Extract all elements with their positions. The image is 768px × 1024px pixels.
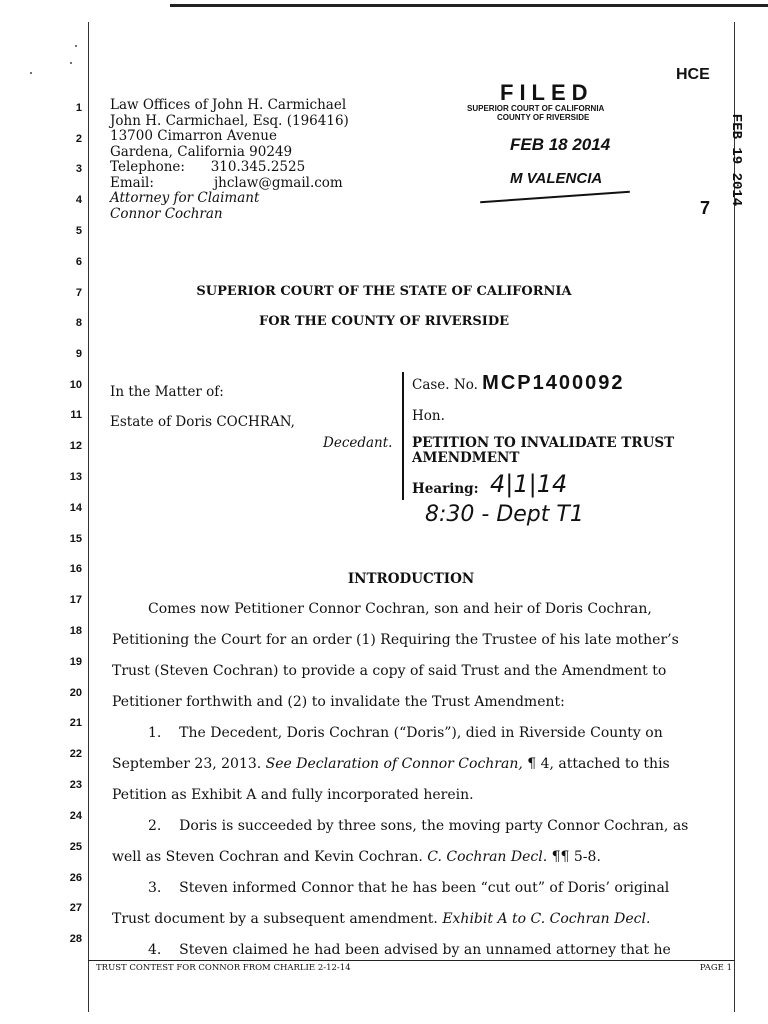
filed-stamp-date: FEB 18 2014	[510, 135, 611, 154]
footer-title: TRUST CONTEST FOR CONNOR FROM CHARLIE 2-12-14	[96, 963, 351, 973]
petition-title: PETITION TO INVALIDATE TRUST AMENDMENT	[412, 435, 675, 466]
body-line: Trust (Steven Cochran) to provide a copy of said Trust and the Amendment to	[112, 663, 667, 679]
stamp-court-name: SUPERIOR COURT OF CALIFORNIA	[467, 104, 605, 113]
line-number: 5	[75, 225, 82, 237]
court-county: FOR THE COUNTY OF RIVERSIDE	[258, 314, 510, 329]
line-number: 6	[75, 256, 82, 268]
attorney-header	[110, 98, 349, 222]
body-line: well as Steven Cochran and Kevin Cochran. C. Cochran Decl. ¶¶ 5-8.	[112, 849, 601, 865]
stamp-underline	[480, 191, 630, 203]
body-line: September 23, 2013. See Declaration of Connor Cochran, ¶ 4, attached to this	[112, 756, 670, 772]
hearing-date-handwritten: 4|1|14	[490, 470, 568, 498]
line-number: 20	[69, 687, 82, 699]
line-number: 13	[69, 471, 82, 483]
caption-left	[110, 377, 295, 437]
introduction-heading: INTRODUCTION	[347, 571, 475, 587]
hearing-label: Hearing:	[412, 481, 479, 497]
line-number: 1	[75, 102, 82, 114]
top-border-line	[170, 4, 768, 7]
caption-decedent: Decedant.	[323, 435, 393, 451]
line-number: 27	[69, 902, 82, 914]
case-number: MCP1400092	[482, 372, 625, 394]
line-number: 11	[70, 409, 82, 421]
line-number: 18	[69, 625, 82, 637]
petition-body	[112, 594, 712, 966]
filed-stamp	[465, 80, 635, 210]
header-line: Email: jhclaw@gmail.com	[110, 174, 343, 191]
filed-stamp-title: FILED	[500, 80, 594, 105]
court-title: SUPERIOR COURT OF THE STATE OF CALIFORNIA	[196, 284, 572, 299]
line-number: 28	[69, 933, 82, 945]
left-margin-rule	[88, 22, 89, 1012]
scan-speck	[70, 62, 72, 64]
footer-rule	[88, 960, 734, 961]
line-number: 26	[69, 872, 82, 884]
attorney-role: Attorney for Claimant	[110, 190, 260, 206]
caption-estate: Estate of Doris COCHRAN,	[110, 414, 295, 430]
body-line: 3. Steven informed Connor that he has been “cut out” of Doris’ original	[148, 880, 670, 896]
body-line: Trust document by a subsequent amendment. Exhibit A to C. Cochran Decl.	[112, 911, 651, 927]
caption-divider	[402, 372, 404, 500]
line-number: 2	[75, 133, 82, 145]
line-number: 24	[69, 810, 82, 822]
line-number: 21	[69, 717, 82, 729]
caption-matter: In the Matter of:	[110, 384, 224, 400]
line-number: 19	[69, 656, 82, 668]
line-number: 9	[75, 348, 82, 360]
hearing-time-handwritten: 8:30 - Dept T1	[425, 502, 584, 527]
line-number: 17	[69, 594, 82, 606]
line-number: 3	[75, 163, 82, 175]
page-number: PAGE 1	[699, 963, 732, 973]
line-number: 4	[75, 194, 82, 206]
hce-mark: HCE	[676, 66, 710, 83]
filed-stamp-court	[467, 104, 604, 122]
body-line: 2. Doris is succeeded by three sons, the moving party Connor Cochran, as	[148, 818, 689, 834]
line-number: 8	[75, 317, 82, 329]
body-line: Petition as Exhibit A and fully incorporated herein.	[112, 787, 474, 803]
header-line: 13700 Cimarron Avenue	[110, 128, 277, 144]
case-number-row	[412, 372, 624, 395]
body-line: Petitioning the Court for an order (1) Requiring the Trustee of his late mother’s	[112, 632, 679, 648]
filed-stamp-clerk: M VALENCIA	[510, 170, 603, 187]
line-number: 14	[69, 502, 82, 514]
body-line: Petitioner forthwith and (2) to invalidate the Trust Amendment:	[112, 694, 565, 710]
line-number: 23	[69, 779, 82, 791]
body-line: Comes now Petitioner Connor Cochran, son and heir of Doris Cochran,	[148, 601, 652, 617]
scan-speck	[75, 45, 77, 47]
header-line: Law Offices of John H. Carmichael	[110, 97, 347, 113]
client-name: Connor Cochran	[110, 205, 223, 222]
line-number: 22	[69, 748, 82, 760]
handwritten-mark: 7	[700, 198, 711, 218]
header-line: John H. Carmichael, Esq. (196416)	[110, 112, 349, 129]
case-number-label: Case. No.	[412, 377, 478, 393]
stamp-county: COUNTY OF RIVERSIDE	[497, 113, 590, 122]
body-line: 4. Steven claimed he had been advised by an unnamed attorney that he	[148, 942, 671, 958]
body-line: 1. The Decedent, Doris Cochran (“Doris”), died in Riverside County on	[148, 725, 663, 741]
line-number: 12	[69, 440, 82, 452]
line-number: 25	[69, 841, 82, 853]
line-number: 15	[69, 533, 82, 545]
judge-label: Hon.	[412, 408, 445, 424]
scan-speck	[30, 72, 32, 74]
received-date-stamp: FEB 19 2014	[728, 113, 745, 207]
header-line: Gardena, California 90249	[110, 143, 293, 160]
line-number: 10	[69, 379, 82, 391]
line-number: 7	[75, 287, 82, 299]
line-number: 16	[69, 563, 82, 575]
header-line: Telephone: 310.345.2525	[110, 159, 306, 175]
